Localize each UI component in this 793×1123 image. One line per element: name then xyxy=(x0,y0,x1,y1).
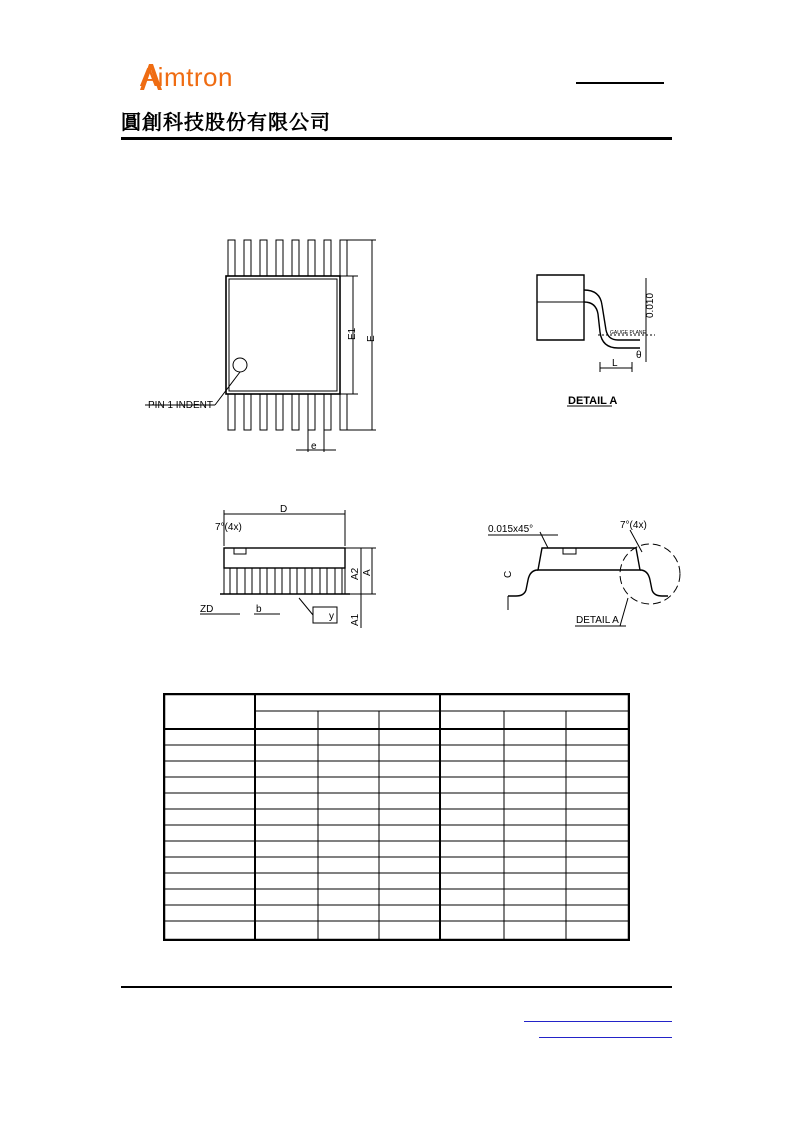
detail-a-title: DETAIL A xyxy=(568,395,618,407)
chamfer-label: 0.015x45° xyxy=(488,524,534,535)
dim-a-label: A xyxy=(362,569,373,576)
dim-c-label: C xyxy=(503,570,514,578)
top-view-body xyxy=(226,276,340,394)
dimensions-table xyxy=(163,693,630,941)
detail-a-ref: DETAIL A xyxy=(576,615,619,626)
dim-b-label: b xyxy=(256,604,262,615)
pin1-label: PIN 1 INDENT xyxy=(148,400,214,411)
dim-pitch-label: e xyxy=(311,441,317,452)
dim-l-label: L xyxy=(612,358,618,369)
side-leads xyxy=(230,568,342,594)
side-view-body xyxy=(224,548,345,568)
dim-d-label: D xyxy=(280,504,288,515)
top-leads-upper xyxy=(228,240,347,276)
pin1-indent-mark xyxy=(233,358,247,372)
dim-e1-label: E1 xyxy=(347,327,358,340)
footer-link-underline-2[interactable] xyxy=(539,1037,672,1038)
footer-rule xyxy=(121,986,672,988)
dim-zd-label: ZD xyxy=(200,604,214,615)
top-leads-lower xyxy=(228,394,347,430)
dim-0010-label: 0.010 xyxy=(645,292,656,318)
company-name: 圓創科技股份有限公司 xyxy=(121,110,331,134)
theta-label: θ xyxy=(636,350,642,361)
gauge-plane-label: GAUGE PLANE xyxy=(610,330,646,336)
angle-label-end: 7°(4x) xyxy=(620,520,647,531)
dim-a2-label: A2 xyxy=(350,567,361,580)
dim-a1-label: A1 xyxy=(350,613,361,626)
dim-y-label: y xyxy=(329,611,334,622)
dim-e-label: E xyxy=(366,335,377,342)
footer-link-underline-1[interactable] xyxy=(524,1021,672,1022)
angle-label-side: 7°(4x) xyxy=(215,522,242,533)
logo-text: Aimtron xyxy=(139,62,233,92)
